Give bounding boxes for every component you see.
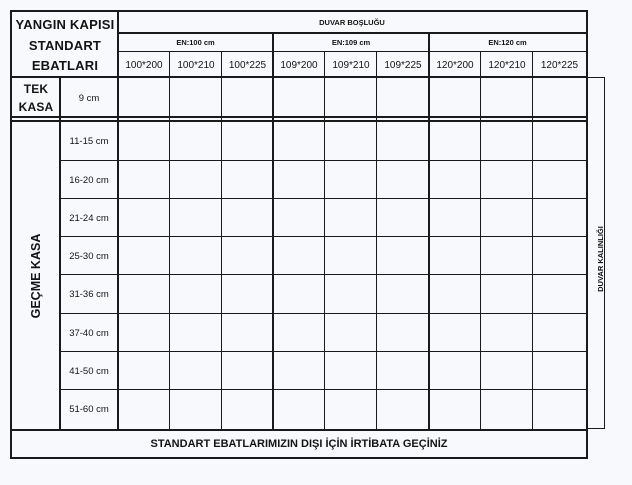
divider-row-2 <box>60 198 586 199</box>
divider-group-1 <box>272 33 274 431</box>
divider-v-533 <box>532 52 533 431</box>
size-109x225: 109*225 <box>384 59 422 71</box>
tek-kasa-line-1: TEK <box>23 82 49 96</box>
width-group-label-100: EN:100 cm <box>176 38 215 47</box>
tek-kasa-line-2: KASA <box>18 100 54 114</box>
divider-footer <box>10 429 588 431</box>
divider-label-col <box>59 77 61 431</box>
wall-opening-header: DUVAR BOŞLUĞU <box>319 17 385 27</box>
divider-v-170 <box>169 52 170 431</box>
title-line-1: YANGIN KAPISI <box>15 16 115 32</box>
divider-row-6 <box>60 351 586 352</box>
gecme-row-label-2: 16-20 cm <box>69 174 109 186</box>
footer-contact-note: STANDART EBATLARIMIZIN DIŞI İÇİN İRTİBATA GEÇİNİZ <box>150 438 448 450</box>
size-100x200: 100*200 <box>125 59 163 71</box>
divider-row-3 <box>60 236 586 237</box>
width-group-label-109: EN:109 cm <box>331 38 371 47</box>
wall-thickness-label: DUVAR KALINLIĞI <box>595 226 605 292</box>
gecme-row-label-8: 51-60 cm <box>69 404 109 415</box>
gecme-row-label-7: 41-50 cm <box>69 365 109 377</box>
divider-v-481 <box>480 52 481 431</box>
width-group-label-120: EN:120 cm <box>488 38 527 47</box>
divider-v-325 <box>324 52 325 431</box>
divider-h-77 <box>10 76 588 78</box>
divider-v-222 <box>221 52 222 431</box>
divider-h-52 <box>118 51 588 52</box>
gecme-row-label-1: 11-15 cm <box>69 136 109 147</box>
gecme-row-label-3: 21-24 cm <box>69 212 109 224</box>
side-label-column <box>586 77 605 429</box>
divider-row-7 <box>60 389 586 390</box>
divider-h-117 <box>10 116 588 118</box>
size-109x200: 109*200 <box>280 59 318 71</box>
size-109x210: 109*210 <box>332 59 370 71</box>
size-100x210: 100*210 <box>177 59 215 71</box>
divider-row-5 <box>60 313 586 314</box>
divider-group-2 <box>428 33 430 431</box>
divider-v-377 <box>376 52 377 431</box>
title-line-2: STANDART <box>28 37 102 53</box>
divider-h-121 <box>10 120 588 122</box>
divider-h-33 <box>118 32 588 34</box>
divider-row-1 <box>60 160 586 161</box>
divider-row-4 <box>60 274 586 275</box>
size-120x225: 120*225 <box>540 59 579 71</box>
size-100x225: 100*225 <box>228 59 267 71</box>
tek-kasa-thickness: 9 cm <box>78 92 100 104</box>
title-line-3: EBATLARI <box>31 57 99 73</box>
gecme-row-label-4: 25-30 cm <box>69 250 109 262</box>
divider-title-right <box>117 10 119 431</box>
gecme-row-label-5: 31-36 cm <box>69 289 109 300</box>
size-120x210: 120*210 <box>488 59 526 71</box>
gecme-kasa-label: GEÇME KASA <box>29 233 43 319</box>
gecme-row-label-6: 37-40 cm <box>69 327 109 339</box>
size-120x200: 120*200 <box>436 59 474 71</box>
